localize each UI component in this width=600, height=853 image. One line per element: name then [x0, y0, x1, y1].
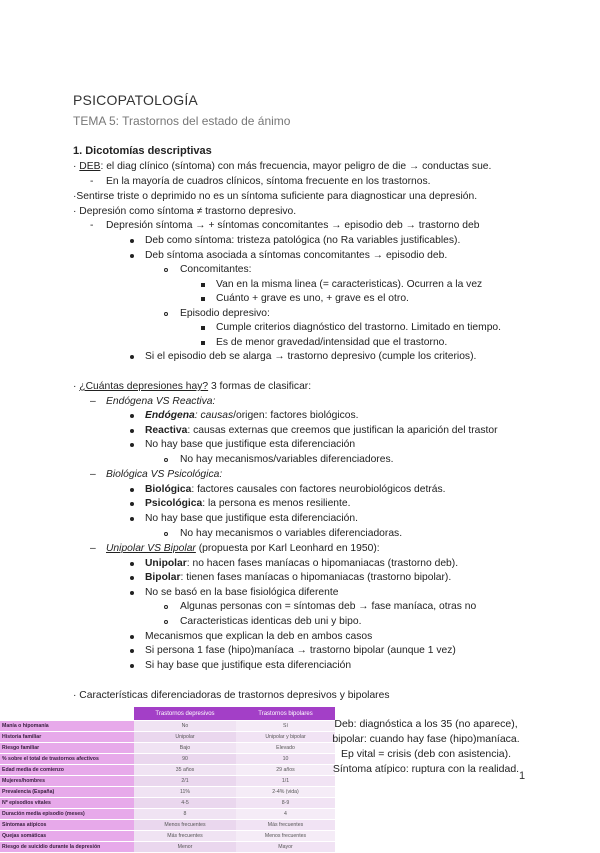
cell-bipolares: Menos frecuentes	[236, 831, 335, 842]
bio-rest: : factores causales con factores neurobiológicos detrás.	[191, 484, 446, 495]
endogena-rest: /origen: factores biológicos.	[233, 410, 359, 421]
bipolar-term: Bipolar	[145, 572, 181, 583]
circle-bullet-icon	[164, 532, 168, 536]
table-row	[0, 743, 335, 754]
endogena-heading: Endógena VS Reactiva:	[106, 396, 216, 407]
list-item: Cuánto + grave es uno, + grave es el otro.	[216, 293, 409, 304]
cell-depresivos: Menos frecuentes	[134, 820, 236, 831]
circle-bullet-icon	[164, 312, 168, 316]
list-item: Caracteristicas identicas deb uni y bipo.	[180, 616, 362, 627]
list-item: Episodio depresivo:	[180, 308, 270, 319]
page-number: 1	[519, 770, 526, 782]
list-item: No se basó en la base fisiológica diferente	[145, 587, 339, 598]
cell-bipolares: 8-9	[236, 798, 335, 809]
unipolar-term: Unipolar	[145, 558, 187, 569]
bullet-icon	[130, 576, 134, 580]
circle-bullet-icon	[164, 268, 168, 272]
cell-bipolares: 10	[236, 754, 335, 765]
list-item	[145, 424, 498, 437]
row-label: Manía o hipomanía	[0, 721, 134, 732]
unipolar-heading-rest: (propuesta por Karl Leonhard en 1950):	[195, 543, 380, 554]
cell-bipolares: 29 años	[236, 765, 335, 776]
cell-depresivos: No	[134, 721, 236, 732]
paragraph: ·Sentirse triste o deprimido no es un síntoma suficiente para diagnosticar una depresión.	[73, 191, 478, 202]
section-heading: · Características diferenciadoras de trastornos depresivos y bipolares	[73, 690, 390, 701]
table-row	[0, 809, 335, 820]
list-item: Si hay base que justifique esta diferenciación	[145, 660, 352, 671]
bullet-icon	[130, 414, 134, 418]
circle-bullet-icon	[164, 605, 168, 609]
table-row	[0, 754, 335, 765]
list-item: Van en la misma linea (= caracteristicas). Ocurren a la vez	[216, 279, 483, 290]
list-item	[145, 409, 359, 422]
list-item: Algunas personas con = síntomas deb → fase maníaca, otras no	[180, 601, 477, 612]
list-item: Concomitantes:	[180, 264, 252, 275]
cell-bipolares: Unipolar y bipolar	[236, 732, 335, 743]
row-label: Prevalencia (España)	[0, 787, 134, 798]
bipolar-rest: : tienen fases maníacas o hipomaniacas (trastorno bipolar).	[180, 572, 452, 583]
cell-depresivos: Unipolar	[134, 732, 236, 743]
row-label: Edad media de comienzo	[0, 765, 134, 776]
list-item: Cumple criterios diagnóstico del trastorno. Limitado en tiempo.	[216, 322, 502, 333]
dash-item: – Unipolar VS Bipolar (propuesta por Karl Leonhard en 1950):	[90, 543, 380, 554]
document-subtitle: TEMA 5: Trastornos del estado de ánimo	[73, 114, 291, 128]
unipolar-heading: Unipolar VS Bipolar	[106, 543, 196, 554]
square-bullet-icon	[201, 326, 205, 330]
square-bullet-icon	[201, 283, 205, 287]
reactiva-rest: : causas externas que creemos que justifican la aparición del trastor	[187, 425, 498, 436]
cell-bipolares: Más frecuentes	[236, 820, 335, 831]
row-label: Quejas somáticas	[0, 831, 134, 842]
bio-heading: Biológica VS Psicológica:	[106, 469, 223, 480]
row-label: Síntomas atípicos	[0, 820, 134, 831]
note-line: Síntoma atípico: ruptura con la realidad.	[332, 763, 520, 775]
list-item	[145, 483, 445, 496]
row-label: % sobre el total de trastornos afectivos	[0, 754, 134, 765]
cell-bipolares: 4	[236, 809, 335, 820]
table-row	[0, 831, 335, 842]
deb-rest: : el diag clínico (síntoma) con más frecuencia, mayor peligro de die → conductas sue.	[100, 161, 492, 172]
square-bullet-icon	[201, 341, 205, 345]
list-item	[145, 571, 451, 584]
deb-definition	[73, 160, 491, 173]
deb-term: DEB	[79, 161, 101, 172]
square-bullet-icon	[201, 297, 205, 301]
list-item: Si el episodio deb se alarga → trastorno depresivo (cumple los criterios).	[145, 351, 477, 362]
list-item	[145, 497, 350, 510]
note-line: Deb: diagnóstica a los 35 (no aparece),	[334, 718, 518, 730]
list-item: Es de menor gravedad/intensidad que el trastorno.	[216, 337, 448, 348]
row-label: Riesgo de suicidio durante la depresión	[0, 842, 134, 853]
question-rest: 3 formas de clasificar:	[208, 381, 312, 392]
bullet-icon	[130, 254, 134, 258]
dash-item: – Endógena VS Reactiva:	[90, 396, 216, 407]
cell-bipolares: Elevado	[236, 743, 335, 754]
row-label: Historia familiar	[0, 732, 134, 743]
list-item: No hay base que justifique esta diferenciación.	[145, 513, 358, 524]
bullet-icon	[130, 502, 134, 506]
list-item: No hay base que justifique esta diferenciación	[145, 439, 356, 450]
dash-item: - En la mayoría de cuadros clínicos, síntoma frecuente en los trastornos.	[90, 176, 431, 187]
table-row	[0, 787, 335, 798]
dash-item: - Depresión síntoma → + síntomas concomitantes → episodio deb → trastorno deb	[90, 220, 480, 231]
cell-bipolares: 1/1	[236, 776, 335, 787]
cell-depresivos: Bajo	[134, 743, 236, 754]
cell-depresivos: 4-5	[134, 798, 236, 809]
bullet-prefix: ·	[73, 381, 80, 392]
comparison-table	[0, 707, 335, 853]
bullet-icon	[130, 591, 134, 595]
bullet-icon	[130, 635, 134, 639]
endogena-term: Endógena	[145, 410, 195, 421]
cell-depresivos: Más frecuentes	[134, 831, 236, 842]
list-item: No hay mecanismos o variables diferenciadoras.	[180, 528, 403, 539]
causas-term: causas	[200, 410, 234, 421]
reactiva-term: Reactiva	[145, 425, 188, 436]
circle-bullet-icon	[164, 620, 168, 624]
bullet-icon	[130, 664, 134, 668]
row-label: Duración media episodio (meses)	[0, 809, 134, 820]
cell-bipolares: Sí	[236, 721, 335, 732]
list-item: Deb como síntoma: tristeza patológica (no Ra variables justificables).	[145, 235, 461, 246]
bullet-icon	[130, 562, 134, 566]
table-row	[0, 732, 335, 743]
note-line: Ep vital = crisis (deb con asistencia).	[340, 748, 512, 760]
list-item: No hay mecanismos/variables diferenciadores.	[180, 454, 394, 465]
dep-sintoma-text: Depresión síntoma → + síntomas concomitantes → episodio deb → trastorno deb	[106, 220, 480, 231]
cell-depresivos: 2/1	[134, 776, 236, 787]
bullet-icon	[130, 355, 134, 359]
dash-item: – Biológica VS Psicológica:	[90, 469, 223, 480]
unipolar-rest: : no hacen fases maníacas o hipomaniacas (trastorno deb).	[186, 558, 459, 569]
psi-rest: : la persona es menos resiliente.	[202, 498, 351, 509]
bullet-icon	[130, 443, 134, 447]
cell-bipolares: Mayor	[236, 842, 335, 853]
table-header-bipolares: Trastornos bipolares	[236, 707, 335, 721]
cell-depresivos: Menor	[134, 842, 236, 853]
psi-term: Psicológica	[145, 498, 203, 509]
list-item: Deb síntoma asociada a síntomas concomitantes → episodio deb.	[145, 250, 448, 261]
bullet-icon	[130, 239, 134, 243]
cell-depresivos: 11%	[134, 787, 236, 798]
row-label: Riesgo familiar	[0, 743, 134, 754]
row-label: Mujeres/hombres	[0, 776, 134, 787]
cell-depresivos: 8	[134, 809, 236, 820]
bullet-icon	[130, 649, 134, 653]
list-item	[145, 557, 458, 570]
bio-term: Biológica	[145, 484, 192, 495]
bullet-icon	[130, 517, 134, 521]
table-row	[0, 721, 335, 732]
table-header-depresivos: Trastornos depresivos	[134, 707, 236, 721]
colon: :	[194, 410, 201, 421]
table-row	[0, 820, 335, 831]
cell-depresivos: 35 años	[134, 765, 236, 776]
deb-sub-text: En la mayoría de cuadros clínicos, síntoma frecuente en los trastornos.	[106, 176, 431, 187]
table-row	[0, 776, 335, 787]
cell-depresivos: 90	[134, 754, 236, 765]
section-heading: 1. Dicotomías descriptivas	[73, 145, 212, 157]
table-row	[0, 798, 335, 809]
question-line	[73, 380, 311, 393]
table-header-row	[0, 707, 335, 721]
side-note	[326, 717, 526, 777]
bullet-icon	[130, 429, 134, 433]
note-line: bipolar: cuando hay fase (hipo)maníaca.	[332, 733, 520, 745]
list-item: Si persona 1 fase (hipo)maníaca → trastorno bipolar (aunque 1 vez)	[145, 645, 456, 656]
table-row	[0, 765, 335, 776]
row-label: Nº episodios vitales	[0, 798, 134, 809]
list-item: Mecanismos que explican la deb en ambos casos	[145, 631, 373, 642]
bullet-icon	[130, 488, 134, 492]
circle-bullet-icon	[164, 458, 168, 462]
question-text: ¿Cuántas depresiones hay?	[79, 381, 209, 392]
bullet-prefix: ·	[73, 161, 80, 172]
cell-bipolares: 2-4% (vida)	[236, 787, 335, 798]
table-header-blank	[0, 707, 134, 721]
paragraph: · Depresión como síntoma ≠ trastorno depresivo.	[73, 206, 297, 217]
table-row	[0, 842, 335, 853]
document-title: PSICOPATOLOGÍA	[73, 92, 198, 108]
